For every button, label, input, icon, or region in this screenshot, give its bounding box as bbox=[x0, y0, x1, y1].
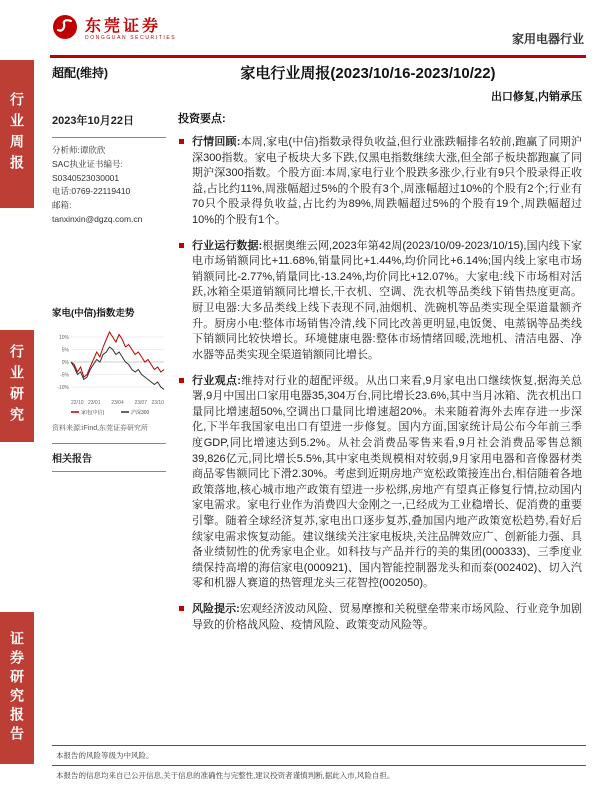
footer-risk-level: 本报告的风险等级为中风险。 bbox=[56, 751, 154, 760]
bullet-square-icon bbox=[179, 378, 184, 383]
divider bbox=[52, 471, 166, 472]
related-reports-heading: 相关报告 bbox=[52, 453, 92, 465]
index-trend-chart bbox=[52, 305, 166, 433]
chart-title: 家电(中信)指数走势 bbox=[52, 307, 135, 319]
report-subtitle: 出口修复,内销承压 bbox=[490, 91, 582, 103]
side-strip-industry-weekly: 行业周报 bbox=[0, 60, 34, 208]
chart-source: 资料来源:iFind,东莞证券研究所 bbox=[52, 424, 149, 432]
svg-text:0%: 0% bbox=[61, 359, 69, 366]
svg-text:-5%: -5% bbox=[60, 371, 69, 378]
divider bbox=[52, 137, 166, 138]
left-column bbox=[52, 112, 166, 478]
svg-text:-10%: -10% bbox=[57, 384, 69, 391]
svg-text:23/01: 23/01 bbox=[87, 399, 101, 406]
chart-canvas bbox=[52, 323, 166, 420]
analyst-phone: 电话:0769-22119410 bbox=[52, 186, 131, 197]
analyst-block bbox=[52, 144, 166, 227]
rating-label: 超配(维持) bbox=[52, 66, 108, 80]
svg-text:5%: 5% bbox=[61, 346, 69, 353]
report-date: 2023年10月22日 bbox=[52, 115, 134, 127]
divider bbox=[52, 443, 166, 444]
bullet-text: 宏观经济波动风险、贸易摩擦和关税壁垒带来市场风险、行业竞争加剧导致的价格战风险、疫情风险、政策变动风险等。 bbox=[192, 603, 583, 631]
analyst-name: 分析师:谭欣欣 bbox=[52, 145, 106, 155]
bullet-square-icon bbox=[179, 243, 184, 248]
svg-text:沪深300: 沪深300 bbox=[131, 409, 150, 415]
brand-name-cn: 东莞证券 bbox=[85, 17, 162, 35]
report-title: 家电行业周报(2023/10/16-2023/10/22) bbox=[240, 65, 496, 82]
svg-text:家电(中信): 家电(中信) bbox=[81, 409, 105, 415]
svg-text:23/10: 23/10 bbox=[151, 399, 164, 406]
header-red-rule bbox=[50, 55, 586, 58]
brand-logo-icon bbox=[52, 14, 78, 45]
sac-number: S0340523030001 bbox=[52, 172, 120, 183]
bullet-lead: 行业观点: bbox=[192, 374, 241, 387]
bullet-square-icon bbox=[179, 606, 184, 611]
bullet-industry-view bbox=[178, 374, 582, 593]
bullet-risk-warning bbox=[178, 602, 582, 633]
main-column bbox=[178, 110, 582, 643]
side-strip-industry-research: 行业研究 bbox=[0, 330, 34, 442]
email-address: tanxinxin@dgzq.com.cn bbox=[52, 213, 143, 224]
industry-label: 家用电器行业 bbox=[511, 32, 584, 46]
bullet-text: 维持对行业的超配评级。从出口来看,9月家电出口继续恢复,据海关总署,9月中国出口家用电器35,304万台,同比增长23.6%,其中当月冰箱、洗衣机出口量同比增速超50%,空调出口量同比增速超20%。未来随着海外去库存进一步深化,下半年我国家电出口有望进一步修复。国内方面,国家统计局公布今年前三季度GDP,同比增速达到5.2%。从社会消费品零售来看,9月社会消费品零售总额39,826亿元,同比增长5.5%,其中家电类规模相对较弱,9月家用电器和音像器材类商品零售额同比下滑2.30%。考虑到近期房地产宽松政策接连出台,相信随着各地政策落地,核心城市地产政策有望进一步松绑,房地产有望真正修复行情,拉动国内家电需求。家电行业作为消费四大金刚之一,已经成为工业稳增长、促消费的重要引擎。随着全球经济复苏,家电出口逐步复苏,叠加国内地产政策宽松趋势,看好后续家电需求恢复动能。建议继续关注家电板块,关注品牌效应广、创新能力强、具备业绩韧性的优秀家电企业。如科技与产品并行的美的集团(000333)、三季度业绩保持高增的海信家电(000921)、国内智能控制器龙头和而泰(002402)、切入汽零和机器人赛道的热管理龙头三花智控(002050)。 bbox=[192, 374, 582, 590]
bullet-lead: 风险提示: bbox=[192, 603, 240, 616]
svg-text:10%: 10% bbox=[58, 334, 69, 341]
investment-points-heading: 投资要点: bbox=[178, 113, 226, 125]
sac-label: SAC执业证书编号: bbox=[52, 158, 123, 169]
email-label: 邮箱: bbox=[52, 200, 72, 211]
side-strip-securities-report: 证券研究报告 bbox=[0, 612, 34, 764]
svg-text:23/07: 23/07 bbox=[134, 399, 148, 406]
bullet-lead: 行业运行数据: bbox=[192, 239, 263, 252]
footer bbox=[52, 742, 586, 783]
bullet-lead: 行情回顾: bbox=[192, 136, 241, 148]
footer-divider bbox=[52, 765, 586, 766]
svg-text:23/04: 23/04 bbox=[111, 399, 124, 406]
bullet-text: 根据奥维云网,2023年第42周(2023/10/09-2023/10/15),国内线下家电市场销额同比+11.68%,销量同比+1.44%,均价同比+6.14%;国内线上家电市场销额同比-2.77%,销量同比-13.24%,均价同比+12.07%。大家电:线下市场相对活跃,冰箱全渠道销额同比增长,干衣机、空调、洗衣机等品类线下销售热度更高。厨卫电器:大多品类线上线下表现不同,油烟机、洗碗机等品类实现全渠道量额齐升。厨房小电:整体市场销售冷清,线下同比改善更明显,电饭煲、电蒸锅等品类线下销额同比较快增长。环境健康电器:整体市场情绪回暖,洗地机、清洁电器、净水器等品类实现全渠道销额同比增长。 bbox=[192, 239, 582, 361]
brand-header bbox=[52, 14, 176, 45]
bullet-market-review bbox=[178, 135, 582, 229]
footer-disclaimer: 本报告的信息均来自已公开信息,关于信息的准确性与完整性,建议投资者谨慎判断,据此入市,风险自担。 bbox=[56, 771, 395, 781]
footer-divider bbox=[52, 745, 586, 746]
bullet-industry-data bbox=[178, 239, 582, 364]
brand-name-en: DONGGUAN SECURITIES bbox=[85, 35, 177, 42]
bullet-text: 本周,家电(中信)指数录得负收益,但行业涨跌幅排名较前,跑赢了同期沪深300指数。家电子板块大多下跌,仅黑电指数继续大涨,但全部子板块都跑赢了同期沪深300指数。个股方面:本周,家电行业个股跌多涨少,行业有9只个股录得正收益,占比约11%,周涨幅超过5%的个股有3个,周涨幅超过10%的个股有2个;行业有70只个股录得负收益,占比约为89%,周跌幅超过5%的个股有19个,周跌幅超过10%的个股有1个。 bbox=[192, 136, 582, 227]
bullet-square-icon bbox=[179, 139, 184, 144]
svg-text:22/10: 22/10 bbox=[71, 399, 84, 406]
